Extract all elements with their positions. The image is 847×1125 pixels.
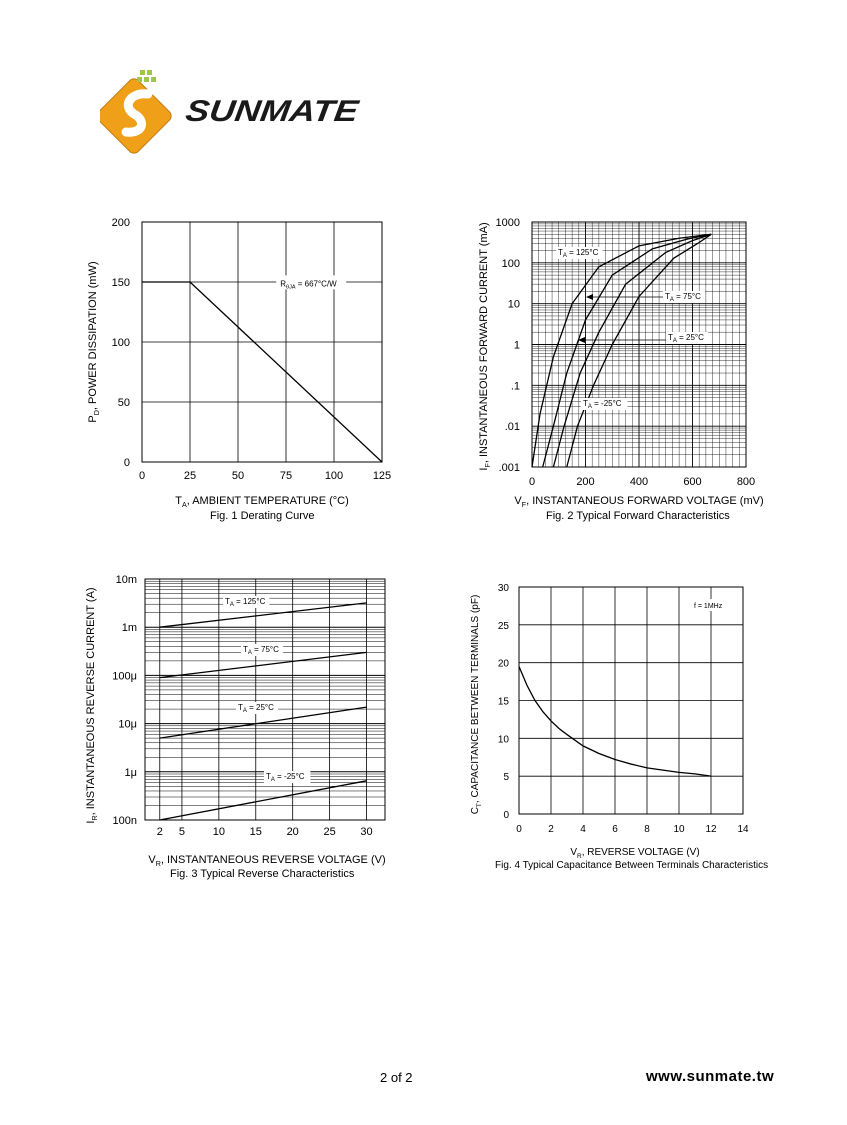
fig1-caption: Fig. 1 Derating Curve: [210, 510, 315, 522]
fig1-xtick-label: 25: [183, 470, 197, 482]
fig1-ytick-label: 50: [117, 397, 130, 409]
fig4-xtick-label: 0: [516, 824, 522, 835]
fig4-ytick-label: 20: [497, 658, 509, 670]
fig3-ytick-label: 10m: [115, 574, 137, 586]
fig3-ytick-label: 100n: [112, 815, 137, 827]
fig2-xtick-label: 200: [576, 476, 595, 488]
fig2-ytick-label: 1000: [495, 217, 520, 229]
fig1-xtick-label: 125: [372, 470, 392, 482]
fig1-xtick-label: 100: [324, 470, 344, 482]
fig4-ytick-label: 25: [497, 620, 509, 632]
fig2-ytick-label: 10: [507, 298, 520, 311]
fig2-ytick-label: .001: [498, 462, 520, 474]
website-url: www.sunmate.tw: [646, 1068, 775, 1085]
fig2-xtick-label: 600: [683, 476, 702, 488]
fig3-ytick-label: 10μ: [118, 718, 137, 731]
fig3-xtick-label: 30: [360, 826, 373, 838]
fig4-xtick-label: 10: [673, 824, 685, 835]
fig2-legend-75: $T_A = 75^\circ C$: [665, 292, 701, 303]
fig1-xtick-label: 75: [279, 470, 293, 482]
fig4-xtick-label: 8: [644, 824, 650, 835]
fig4-xlabel: $V_R$, REVERSE VOLTAGE (V): [570, 847, 700, 860]
fig4-ytick-label: 15: [497, 696, 509, 708]
fig2-ylabel: $I_F$, INSTANTANEOUS FORWARD CURRENT (mA): [478, 222, 492, 471]
fig3-legend-m25: $T_A = -25^\circ C$: [266, 772, 305, 783]
fig3-legend-125: $T_A = 125^\circ C$: [225, 597, 266, 608]
fig3-xtick-label: 20: [286, 826, 299, 838]
fig1-ytick-label: 150: [111, 277, 130, 289]
fig3-xtick-label: 25: [323, 826, 336, 838]
fig4-caption: Fig. 4 Typical Capacitance Between Terminals Characteristics: [495, 860, 769, 871]
fig1-xtick-label: 0: [138, 470, 146, 482]
fig4-xtick-label: 12: [705, 824, 717, 835]
fig3-series-line: [160, 781, 367, 820]
fig4-xtick-label: 6: [612, 824, 618, 835]
fig1-ytick-label: 200: [111, 217, 130, 229]
fig4-ytick-label: 5: [503, 772, 509, 784]
fig1-ytick-label: 100: [111, 337, 130, 349]
fig4-xtick-label: 4: [580, 824, 586, 835]
fig2-legend-125: $T_A = 125^\circ C$: [558, 248, 599, 259]
fig4-xtick-label: 14: [737, 824, 749, 835]
page-number: 2 of 2: [380, 1070, 413, 1085]
fig2-xtick-label: 400: [629, 476, 649, 488]
fig3-series-line: [160, 652, 367, 677]
fig3-ylabel: $I_R$, INSTANTANEOUS REVERSE CURRENT (A): [85, 587, 99, 824]
fig3-legend-75: $T_A = 75^\circ C$: [243, 645, 279, 656]
fig1-ylabel: $P_D$, POWER DISSIPATION (mW): [87, 261, 101, 423]
fig2-ytick-label: .01: [504, 421, 520, 434]
fig4-ytick-label: 10: [497, 734, 509, 746]
fig4-ytick-label: 0: [503, 810, 509, 821]
fig2-xlabel: $V_F$, INSTANTANEOUS FORWARD VOLTAGE (mV): [514, 495, 764, 509]
fig1-derating-line: [142, 282, 382, 462]
fig2-ytick-label: 100: [501, 257, 520, 270]
fig1-xlabel: $T_A$, AMBIENT TEMPERATURE (°C): [175, 495, 349, 509]
fig2-legend-75-arrow: [586, 294, 593, 300]
fig2-caption: Fig. 2 Typical Forward Characteristics: [546, 510, 730, 522]
fig1-annotation: $R_{\theta JA} = 667^\circ C/W$: [280, 279, 337, 291]
fig1-xtick-label: 50: [231, 470, 245, 482]
fig4-xtick-label: 2: [548, 824, 554, 835]
fig2-legend-25: $T_A = 25^\circ C$: [668, 333, 704, 344]
fig2-ytick-label: 1: [513, 339, 520, 352]
fig2-xtick-label: 800: [736, 476, 756, 488]
fig2-legend-m25: $T_A = -25^\circ C$: [583, 399, 622, 410]
fig3-ytick-label: 1μ: [124, 766, 137, 779]
fig3-xtick-label: 2: [156, 826, 163, 838]
fig3-ytick-label: 100μ: [112, 670, 137, 683]
fig2-ytick-label: .1: [510, 380, 520, 393]
fig3-xtick-label: 10: [212, 826, 225, 838]
fig4-ylabel: $C_T$, CAPACITANCE BETWEEN TERMINALS (pF): [470, 594, 483, 815]
fig3-xtick-label: 5: [178, 826, 185, 838]
fig2-xtick-label: 0: [528, 476, 536, 488]
fig3-legend-25: $T_A = 25^\circ C$: [238, 703, 274, 714]
fig4-annotation: f = 1MHz: [694, 603, 723, 610]
fig1-ytick-label: 0: [123, 457, 130, 469]
logo-wordmark: SUNMATE: [183, 95, 335, 128]
fig3-caption: Fig. 3 Typical Reverse Characteristics: [170, 868, 355, 880]
fig4-ytick-label: 30: [497, 583, 509, 594]
fig3-ytick-label: 1m: [121, 622, 137, 635]
fig3-xtick-label: 15: [249, 826, 262, 838]
fig3-xlabel: $V_R$, INSTANTANEOUS REVERSE VOLTAGE (V): [148, 854, 386, 868]
